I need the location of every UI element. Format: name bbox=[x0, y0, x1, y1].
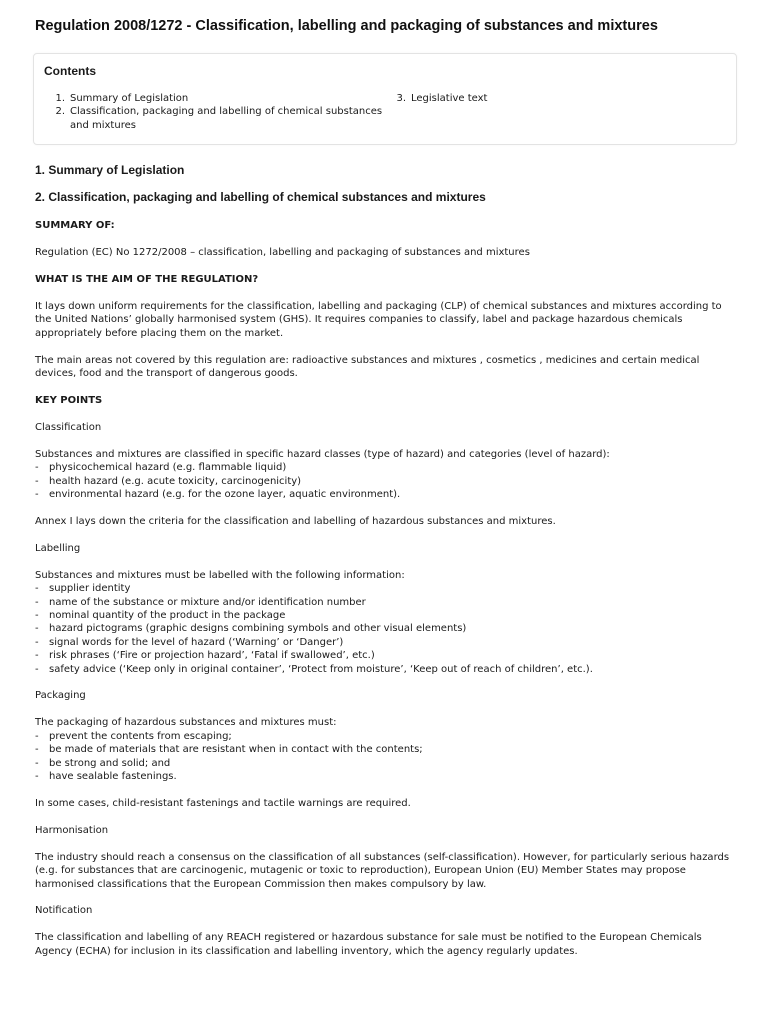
list-item: - physicochemical hazard (e.g. flammable liquid) bbox=[35, 462, 287, 474]
list-item: - hazard pictograms (graphic designs combining symbols and other visual elements) bbox=[35, 623, 467, 635]
labelling-paragraph: Substances and mixtures must be labelled with the following information: bbox=[35, 569, 405, 581]
list-item: - environmental hazard (e.g. for the ozone layer, aquatic environment). bbox=[35, 489, 401, 500]
regulation-reference: Regulation (EC) No 1272/2008 – classification, labelling and packaging of substances and mixtures bbox=[35, 247, 530, 259]
harmonisation-heading: Harmonisation bbox=[35, 824, 109, 836]
list-item: - risk phrases (‘Fire or projection hazard’, ‘Fatal if swallowed’, etc.) bbox=[35, 650, 375, 662]
key-points-heading: KEY POINTS bbox=[35, 394, 103, 406]
labelling-list bbox=[35, 582, 733, 676]
classification-heading: Classification bbox=[35, 421, 102, 433]
list-item: - supplier identity bbox=[35, 583, 131, 595]
list-item: - prevent the contents from escaping; bbox=[35, 730, 232, 742]
list-item: - be made of materials that are resistant when in contact with the contents; bbox=[35, 744, 423, 756]
aim-paragraph: It lays down uniform requirements for the classification, labelling and packaging (CLP) of chemical substances and mixtures according to the United Nations’ globally harmonised system (GHS). It requires companies to classify, label and package hazardous chemicals appropriately before placing them on the market. bbox=[35, 300, 722, 339]
classification-paragraph: Substances and mixtures are classified in specific hazard classes (type of hazard) and categories (level of hazard): bbox=[35, 448, 610, 460]
toc-item-classification[interactable]: 2. Classification, packaging and labelling of chemical substances and mixtures bbox=[44, 105, 385, 132]
page-title: Regulation 2008/1272 - Classification, labelling and packaging of substances and mixtures bbox=[35, 18, 658, 34]
harmonisation-paragraph: The industry should reach a consensus on the classification of all substances (self-classification). However, for particularly serious hazards (e.g. for substances that are carcinogenic, mutagenic or toxic to reproduction), European Union (EU) Member States may propose harmonised classifications that the European Commission then makes compulsory by law. bbox=[35, 851, 730, 890]
classification-list bbox=[35, 461, 733, 501]
table-of-contents bbox=[33, 53, 737, 145]
list-item: - name of the substance or mixture and/or identification number bbox=[35, 596, 366, 608]
list-item: - safety advice (‘Keep only in original container’, ‘Protect from moisture’, ‘Keep out of reach of children’, etc.). bbox=[35, 663, 593, 675]
contents-heading: Contents bbox=[44, 64, 96, 78]
section-heading-summary: 1. Summary of Legislation bbox=[35, 163, 185, 178]
list-item: - health hazard (e.g. acute toxicity, carcinogenicity) bbox=[35, 475, 302, 487]
list-item: - nominal quantity of the product in the package bbox=[35, 609, 286, 621]
exclusions-paragraph: The main areas not covered by this regulation are: radioactive substances and mixtures , cosmetics , medicines and certain medical devices, food and the transport of dangerous goods. bbox=[35, 354, 700, 380]
section-heading-classification: 2. Classification, packaging and labelling of chemical substances and mixtures bbox=[35, 190, 486, 205]
labelling-heading: Labelling bbox=[35, 542, 81, 554]
toc-item-summary[interactable]: 1. Summary of Legislation bbox=[44, 92, 385, 105]
packaging-paragraph: The packaging of hazardous substances and mixtures must: bbox=[35, 717, 337, 729]
annex-paragraph: Annex I lays down the criteria for the classification and labelling of hazardous substances and mixtures. bbox=[35, 515, 556, 527]
child-resistant-paragraph: In some cases, child-resistant fastenings and tactile warnings are required. bbox=[35, 797, 411, 809]
list-item: - be strong and solid; and bbox=[35, 757, 171, 769]
packaging-list bbox=[35, 730, 733, 784]
toc-link[interactable]: Legislative text bbox=[411, 93, 488, 104]
notification-heading: Notification bbox=[35, 905, 93, 917]
aim-heading: WHAT IS THE AIM OF THE REGULATION? bbox=[35, 274, 259, 286]
list-item: - signal words for the level of hazard (‘Warning’ or ‘Danger’) bbox=[35, 636, 344, 648]
notification-paragraph: The classification and labelling of any REACH registered or hazardous substance for sale must be notified to the European Chemicals Agency (ECHA) for inclusion in its classification and labelling inventory, which the agency regularly updates. bbox=[35, 932, 702, 957]
toc-link[interactable]: Summary of Legislation bbox=[70, 93, 189, 104]
toc-link[interactable]: Classification, packaging and labelling of chemical substances and mixtures bbox=[70, 106, 383, 131]
toc-item-legislative-text[interactable]: 3. Legislative text bbox=[385, 92, 726, 105]
list-item: - have sealable fastenings. bbox=[35, 771, 177, 782]
summary-of-label: SUMMARY OF: bbox=[35, 220, 115, 232]
packaging-heading: Packaging bbox=[35, 690, 86, 702]
